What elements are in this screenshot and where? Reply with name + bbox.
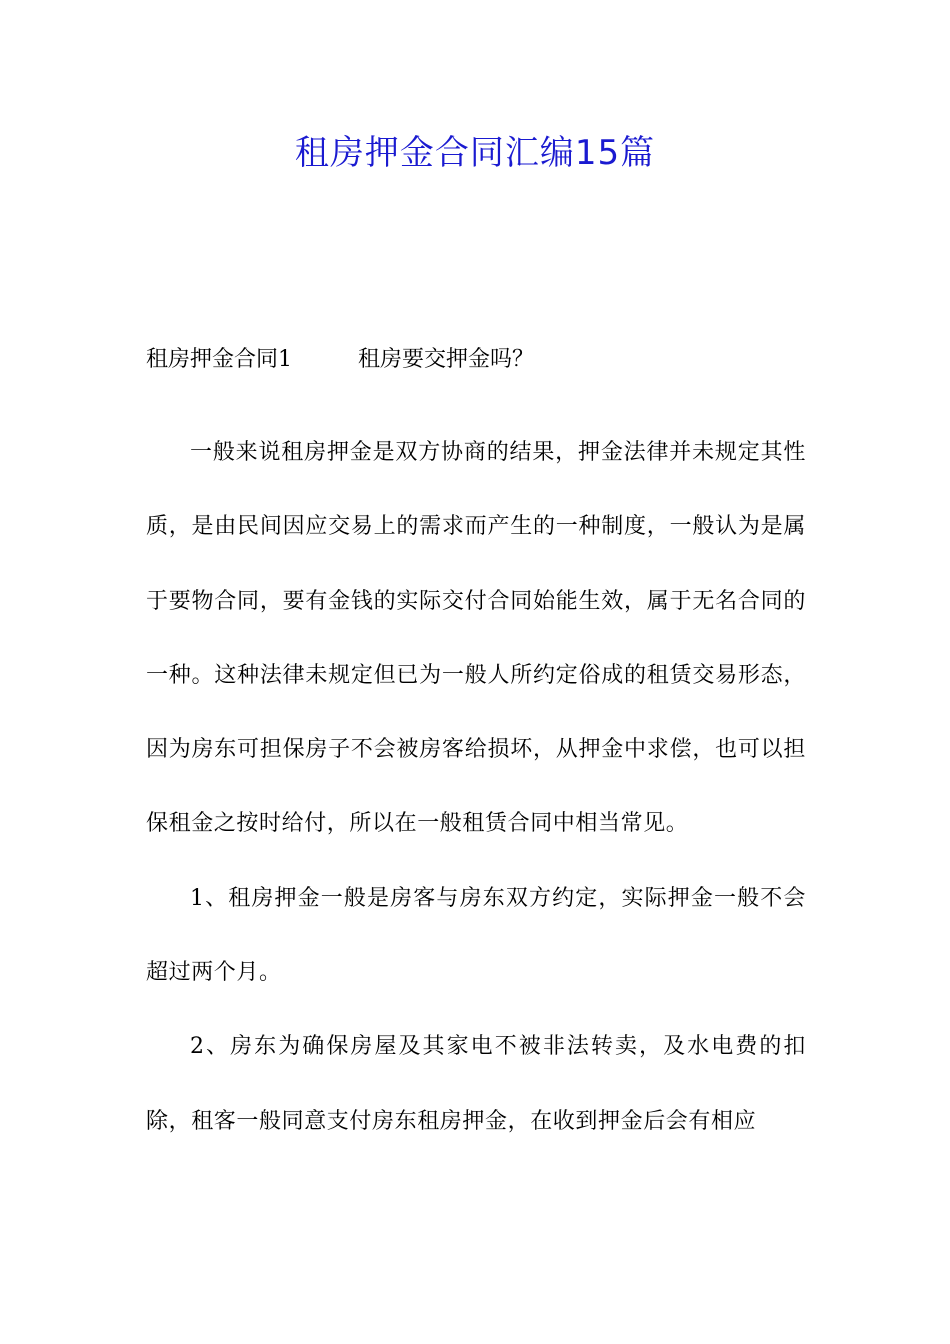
document-body	[146, 416, 806, 1159]
document-title: 租房押金合同汇编15篇	[294, 133, 656, 173]
section-label: 租房押金合同1	[146, 347, 292, 372]
paragraph: 一般来说租房押金是双方协商的结果，押金法律并未规定其性质，是由民间因应交易上的需求而产生的一种制度，一般认为是属于要物合同，要有金钱的实际交付合同始能生效，属于无名合同的一种。这种法律未规定但已为一般人所约定俗成的租赁交易形态，因为房东可担保房子不会被房客给损坏，从押金中求偿，也可以担保租金之按时给付，所以在一般租赁合同中相当常见。	[146, 440, 806, 837]
paragraph: 2、房东为确保房屋及其家电不被非法转卖，及水电费的扣除，租客一般同意支付房东租房押金，在收到押金后会有相应	[146, 1034, 806, 1134]
paragraph: 1、租房押金一般是房客与房东双方约定，实际押金一般不会超过两个月。	[146, 885, 806, 986]
section-heading	[146, 340, 806, 380]
section-subtitle: 租房要交押金吗？	[358, 347, 535, 372]
